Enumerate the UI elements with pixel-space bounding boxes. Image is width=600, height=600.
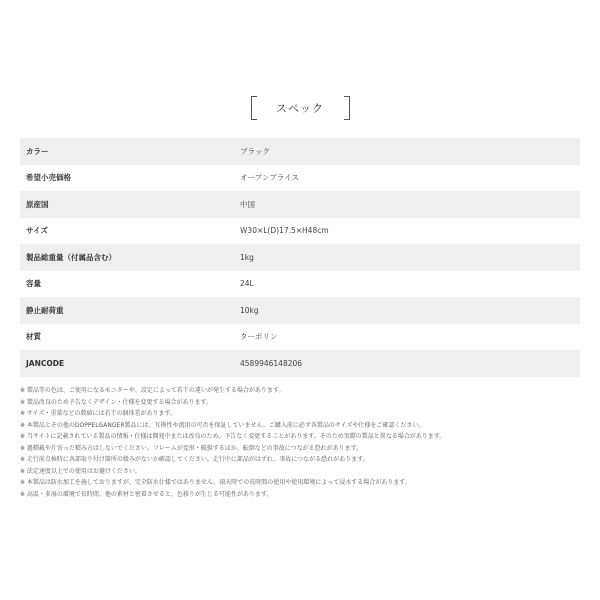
spec-label: JANCODE [20, 350, 234, 377]
note-item: ※ 法定速度以上での使用はお避けください。 [20, 467, 141, 475]
spec-label: 原産国 [20, 191, 234, 218]
spec-label: サイズ [20, 218, 234, 245]
spec-row [20, 350, 580, 377]
right-bracket [344, 96, 350, 120]
note-item: ※ 本製品は防水加工を施しておりますが、完全防水仕様ではありません。雨天時での長時間の使用や使用環境によって浸水する場合があります。 [20, 479, 411, 486]
spec-label: 静止耐荷重 [20, 297, 234, 324]
spec-label: 希望小売価格 [20, 165, 234, 192]
notes-list [20, 385, 580, 500]
spec-row [20, 165, 580, 192]
spec-label: カラー [20, 138, 234, 165]
spec-label: 製品総重量（付属品含む） [20, 244, 234, 271]
spec-value: 24L [234, 271, 580, 298]
spec-value: ブラック [234, 138, 580, 165]
spec-value: オープンプライス [234, 165, 580, 192]
spec-row [20, 244, 580, 271]
note-item: ※ 高温・多湿の環境で長時間、他の素材と密着させると、色移りが生じる可能性があります。 [20, 490, 273, 498]
spec-value: W30×L(D)17.5×H48cm [234, 218, 580, 245]
note-item: ※ 当サイトに記載されている製品の情報・仕様は開発中または改良のため、予告なく変更することがあります。そのため実際の製品と異なる場合があります。 [20, 433, 446, 440]
note-item: ※ サイズ・重量などの数値には若干の個体差があります。 [20, 410, 176, 417]
spec-row [20, 218, 580, 245]
spec-table [20, 138, 580, 377]
spec-value: 4589946148206 [234, 350, 580, 377]
spec-row [20, 138, 580, 165]
spec-value: 10kg [234, 297, 580, 324]
note-item: ※ 製品等の色は、ご使用になるモニターや、設定によって若干の違いが発生する場合があります。 [20, 387, 285, 394]
note-item: ※ 過積載や片寄った積み方はしないでください。フレームが変形・破損するほか、転倒などの事故につながる恐れがあります。 [20, 444, 363, 452]
spec-value: ターポリン [234, 324, 580, 351]
spec-label: 容量 [20, 271, 234, 298]
section-heading [0, 96, 600, 120]
spec-value: 1kg [234, 244, 580, 271]
spec-label: 材質 [20, 324, 234, 351]
spec-row [20, 324, 580, 351]
spec-value: 中国 [234, 191, 580, 218]
note-item: ※ 走行前点検時に各部取り付け箇所の緩みがないか確認してください。走行中に部品がはずれ、事故につながる恐れがあります。 [20, 456, 369, 463]
spec-row [20, 297, 580, 324]
spec-row [20, 271, 580, 298]
note-item: ※ 製品改良のため予告なくデザイン・仕様を変更する場合があります。 [20, 398, 213, 406]
section-title: スペック [276, 102, 324, 115]
spec-row [20, 191, 580, 218]
note-item: ※ 本製品とその他のDOPPELGANGER製品には、互換性や流用の可否を保証していません。ご購入前に必ず各製品のサイズや仕様をご確認ください。 [20, 421, 425, 429]
